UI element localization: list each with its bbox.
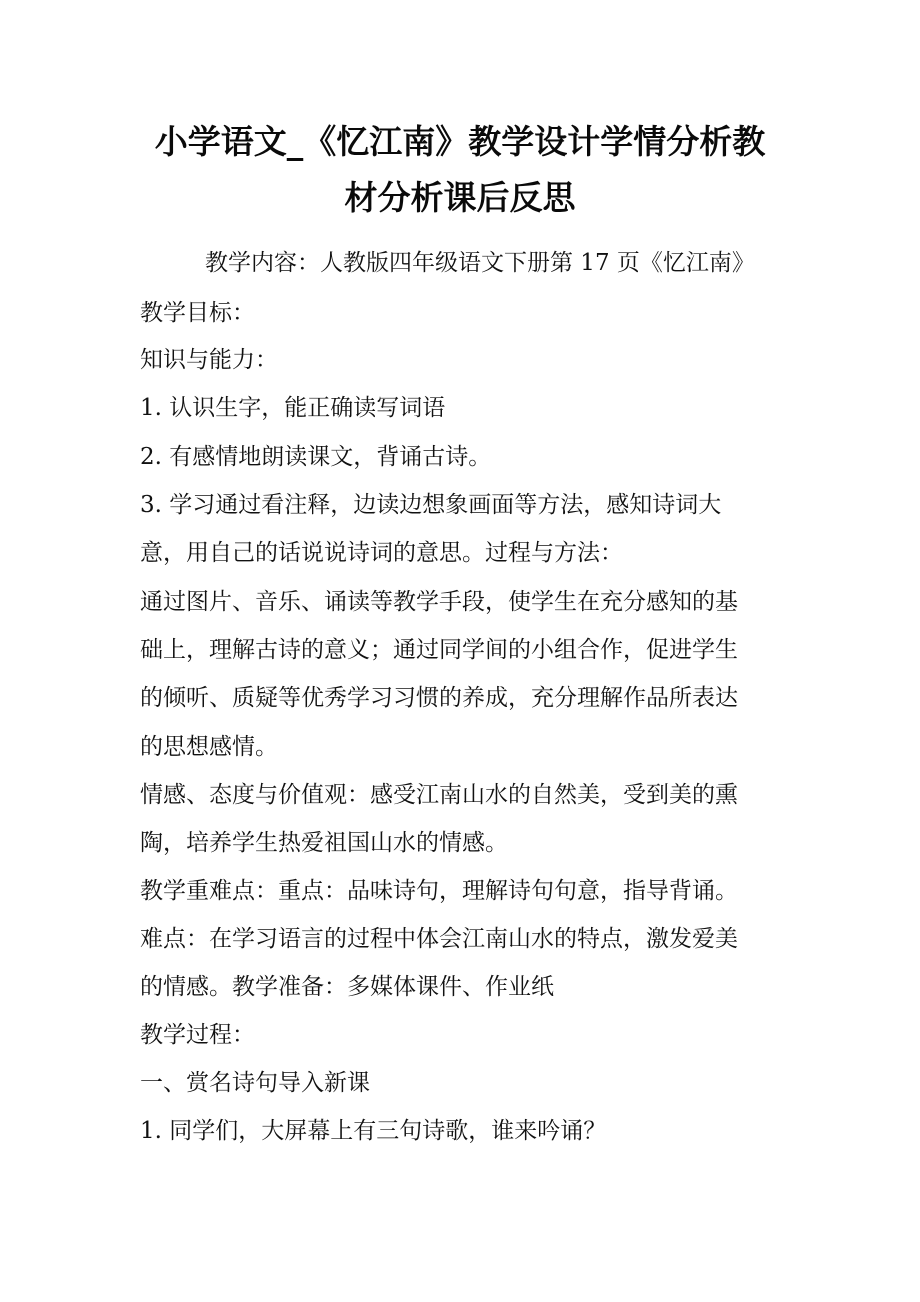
list-item-3: 3. 学习通过看注释，边读边想象画面等方法，感知诗词大	[140, 492, 722, 518]
paragraph-difficulties-1: 难点：在学习语言的过程中体会江南山水的特点，激发爱美	[140, 926, 738, 952]
document-title-line-1: 小学语文_《忆江南》教学设计学情分析教	[154, 122, 766, 161]
heading-section-one: 一、赏名诗句导入新课	[140, 1070, 370, 1096]
document-title-line-2: 材分析课后反思	[344, 178, 576, 217]
heading-knowledge-ability: 知识与能力：	[140, 347, 278, 373]
paragraph-process-method-2: 础上，理解古诗的意义；通过同学间的小组合作，促进学生	[140, 637, 738, 663]
paragraph-key-points: 教学重难点：重点：品味诗句，理解诗句句意，指导背诵。	[140, 878, 738, 904]
heading-teaching-goals: 教学目标：	[140, 300, 255, 326]
list-item-2: 2. 有感情地朗读课文，背诵古诗。	[140, 444, 492, 470]
paragraph-emotion-values-2: 陶，培养学生热爱祖国山水的情感。	[140, 830, 508, 856]
paragraph-process-method-4: 的思想感情。	[140, 734, 278, 760]
paragraph-emotion-values-1: 情感、态度与价值观：感受江南山水的自然美，受到美的熏	[140, 782, 738, 808]
paragraph-teaching-content: 教学内容：人教版四年级语文下册第 17 页《忆江南》	[205, 250, 755, 276]
list-item-3-continued: 意，用自己的话说说诗词的意思。过程与方法：	[140, 540, 623, 566]
paragraph-difficulties-2: 的情感。教学准备：多媒体课件、作业纸	[140, 974, 554, 1000]
paragraph-process-method-3: 的倾听、质疑等优秀学习习惯的养成，充分理解作品所表达	[140, 685, 738, 711]
heading-teaching-process: 教学过程：	[140, 1022, 255, 1048]
list-item-process-1: 1. 同学们，大屏幕上有三句诗歌，谁来吟诵？	[140, 1118, 607, 1144]
list-item-1: 1. 认识生字，能正确读写词语	[140, 395, 446, 421]
paragraph-process-method-1: 通过图片、音乐、诵读等教学手段，使学生在充分感知的基	[140, 589, 738, 615]
